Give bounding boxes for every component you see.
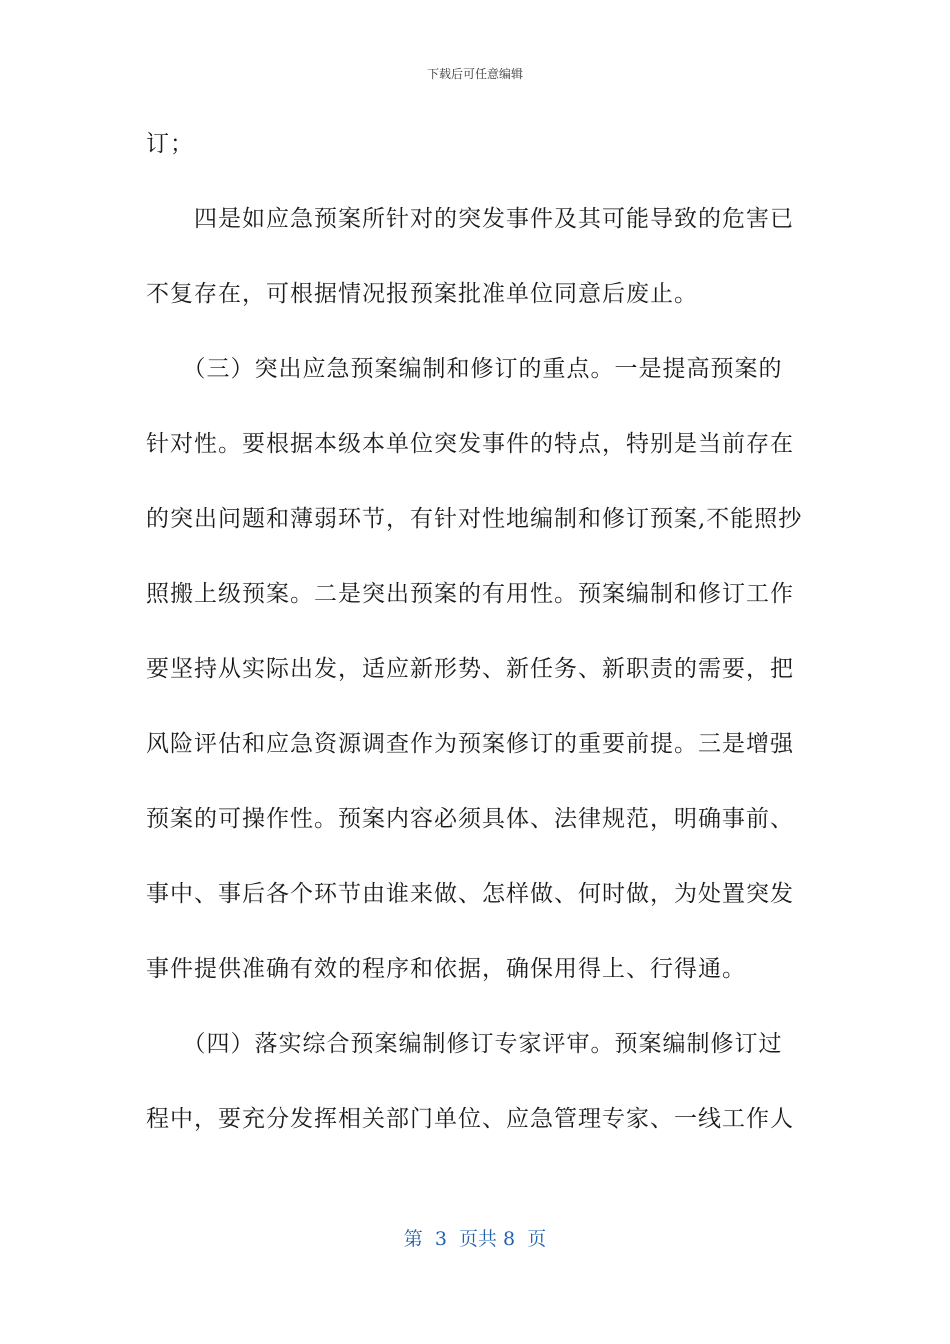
document-body xyxy=(146,124,806,1174)
body-line: 照搬上级预案。二是突出预案的有用性。预案编制和修订工作 xyxy=(146,581,794,607)
body-line: 四是如应急预案所针对的突发事件及其可能导致的危害已 xyxy=(146,206,794,232)
body-line: 风险评估和应急资源调查作为预案修订的重要前提。三是增强 xyxy=(146,731,794,757)
body-line: 预案的可操作性。预案内容必须具体、法律规范，明确事前、 xyxy=(146,806,794,832)
body-line: 的突出问题和薄弱环节，有针对性地编制和修订预案,不能照抄 xyxy=(146,506,803,532)
body-line: 程中，要充分发挥相关部门单位、应急管理专家、一线工作人 xyxy=(146,1106,794,1132)
body-line: （四）落实综合预案编制修订专家评审。预案编制修订过 xyxy=(146,1031,783,1057)
body-line: 要坚持从实际出发，适应新形势、新任务、新职责的需要，把 xyxy=(146,656,794,682)
page-header: 下载后可任意编辑 xyxy=(426,67,523,81)
body-line: 针对性。要根据本级本单位突发事件的特点，特别是当前存在 xyxy=(146,431,794,457)
body-line: 事件提供准确有效的程序和依据，确保用得上、行得通。 xyxy=(146,956,746,982)
body-line: （三）突出应急预案编制和修订的重点。一是提高预案的 xyxy=(146,356,783,382)
body-line: 不复存在，可根据情况报预案批准单位同意后废止。 xyxy=(146,281,698,307)
body-line: 事中、事后各个环节由谁来做、怎样做、何时做，为处置突发 xyxy=(146,881,794,907)
body-line: 订； xyxy=(146,131,194,157)
page-number-footer: 第 3 页共 8 页 xyxy=(403,1228,547,1250)
